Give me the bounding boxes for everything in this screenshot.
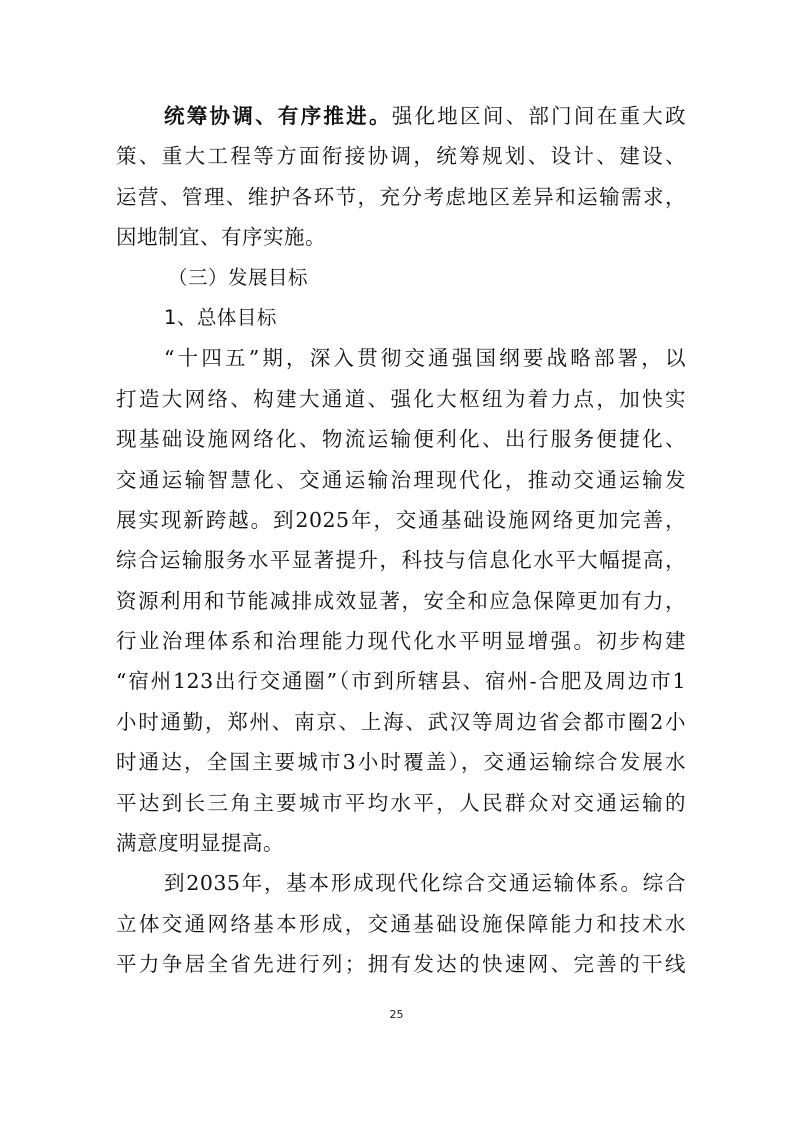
para1-line-2: 策、重大工程等方面衔接协调，统筹规划、设计、建设、 (116, 144, 686, 169)
para3-line-1: 到2035年，基本形成现代化综合交通运输体系。综合 (164, 871, 686, 896)
para2-line-5: 展实现新跨越。到2025年，交通基础设施网络更加完善， (116, 507, 686, 532)
para2-line-4: 交通运输智慧化、交通运输治理现代化，推动交通运输发 (116, 467, 686, 492)
para1-line-1-rest: 强化地区间、部门间在重大政 (391, 104, 687, 128)
para2-line-1: “十四五”期，深入贯彻交通强国纲要战略部署，以 (164, 346, 686, 371)
section-heading: （三）发展目标 (168, 265, 309, 289)
para2-line-3: 现基础设施网络化、物流运输便利化、出行服务便捷化、 (116, 427, 686, 452)
subsection-heading: 1、总体目标 (164, 305, 277, 329)
para2-line-13: 满意度明显提高。 (116, 831, 284, 856)
para2-line-10: 小时通勤，郑州、南京、上海、武汉等周边省会都市圈2小 (116, 709, 686, 734)
page-number: 25 (389, 1008, 404, 1021)
para1-bold-lead: 统筹协调、有序推进。 (164, 104, 392, 128)
para2-line-7: 资源利用和节能减排成效显著，安全和应急保障更加有力， (116, 588, 686, 613)
para3-line-2: 立体交通网络基本形成，交通基础设施保障能力和技术水 (116, 911, 686, 936)
para2-line-9: “宿州123出行交通圈”（市到所辖县、宿州-合肥及周边市1 (116, 669, 686, 694)
para1-line-3: 运营、管理、维护各环节，充分考虑地区差异和运输需求， (116, 184, 686, 209)
para1-line-4: 因地制宜、有序实施。 (116, 225, 326, 250)
para2-line-8: 行业治理体系和治理能力现代化水平明显增强。初步构建 (116, 629, 686, 654)
para2-line-11: 时通达，全国主要城市3小时覆盖），交通运输综合发展水 (116, 750, 686, 775)
para2-line-12: 平达到长三角主要城市平均水平，人民群众对交通运输的 (116, 790, 686, 815)
para3-line-3: 平力争居全省先进行列；拥有发达的快速网、完善的干线 (116, 952, 686, 977)
para1-line-1 (116, 96, 686, 136)
para2-line-2: 打造大网络、构建大通道、强化大枢纽为着力点，加快实 (116, 386, 686, 411)
para2-line-6: 综合运输服务水平显著提升，科技与信息化水平大幅提高， (116, 548, 686, 573)
body-text (116, 96, 686, 985)
